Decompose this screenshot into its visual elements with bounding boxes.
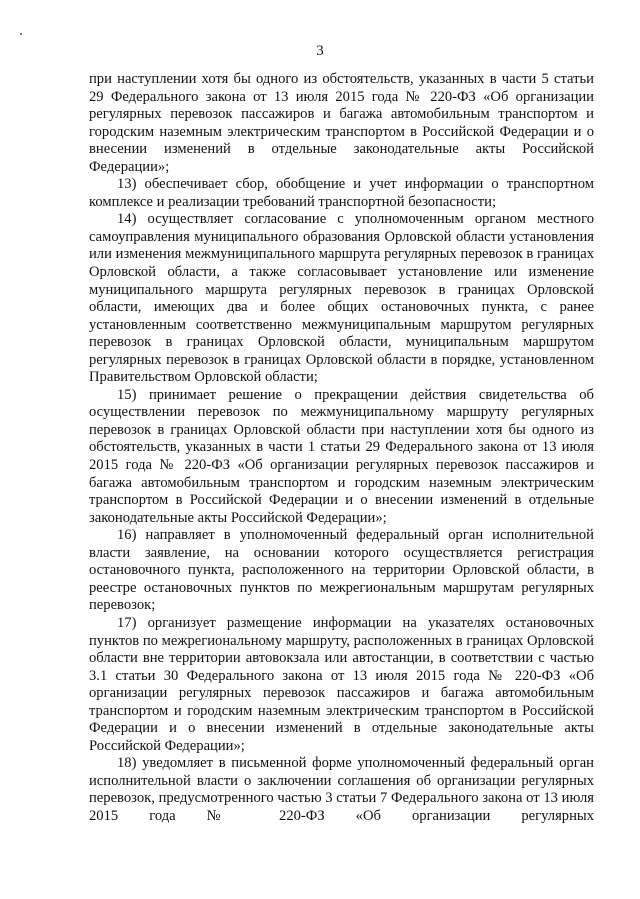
document-body: [89, 71, 594, 826]
page-number: 3: [316, 43, 324, 59]
paragraph-item-13: 13) обеспечивает сбор, обобщение и учет информации о транспортном комплексе и реализации требований транспортной безопасности;: [89, 176, 594, 210]
scan-artifact: [20, 33, 22, 35]
paragraph-item-17: 17) организует размещение информации на указателях остановочных пунктов по межрегиональному маршруту, расположенных в границах Орловской области вне территории автовокзала или автостанции, в соответствии с частью 3.1 статьи 30 Федерального закона от 13 июля 2015 года № 220-ФЗ «Об организации регулярных перевозок пассажиров и багажа автомобильным транспортом и городским наземным электрическим транспортом в Российской Федерации и о внесении изменений в отдельные законодательные акты Российской Федерации»;: [89, 614, 594, 754]
paragraph-continuation: при наступлении хотя бы одного из обстоятельств, указанных в части 5 статьи 29 Федерального закона от 13 июля 2015 года № 220-ФЗ «Об организации регулярных перевозок пассажиров и багажа автомобильным транспортом и городским наземным электрическим транспортом в Российской Федерации и о внесении изменений в отдельные законодательные акты Российской Федерации»;: [89, 71, 594, 175]
paragraph-item-14: 14) осуществляет согласование с уполномоченным органом местного самоуправления муниципального образования Орловской области установления или изменения межмуниципального маршрута регулярных перевозок в границах Орловской области, а также согласовывает установление или изменение муниципального маршрута регулярных перевозок в границах Орловской области, имеющих два и более общих остановочных пункта, с ранее установленным соответственно межмуниципальным маршрутом регулярных перевозок в границах Орловской области, муниципальным маршрутом регулярных перевозок в границах Орловской области в порядке, установленном Правительством Орловской области;: [89, 211, 594, 386]
paragraph-item-15: 15) принимает решение о прекращении действия свидетельства об осуществлении перевозок по межмуниципальному маршруту регулярных перевозок в границах Орловской области при наступлении хотя бы одного из обстоятельств, указанных в части 1 статьи 29 Федерального закона от 13 июля 2015 года № 220-ФЗ «Об организации регулярных перевозок пассажиров и багажа автомобильным транспортом и городским наземным электрическим транспортом в Российской Федерации и о внесении изменений в отдельные законодательные акты Российской Федерации»;: [89, 386, 594, 526]
paragraph-item-16: 16) направляет в уполномоченный федеральный орган исполнительной власти заявление, на основании которого осуществляется регистрация остановочного пункта, расположенного на территории Орловской области, в реестре остановочных пунктов по межрегиональным маршрутам регулярных перевозок;: [89, 527, 594, 614]
paragraph-item-18: 18) уведомляет в письменной форме уполномоченный федеральный орган исполнительной власти о заключении соглашения об организации регулярных перевозок, предусмотренного частью 3 статьи 7 Федерального закона от 13 июля 2015 года № 220-ФЗ «Об организации регулярных: [89, 755, 594, 824]
